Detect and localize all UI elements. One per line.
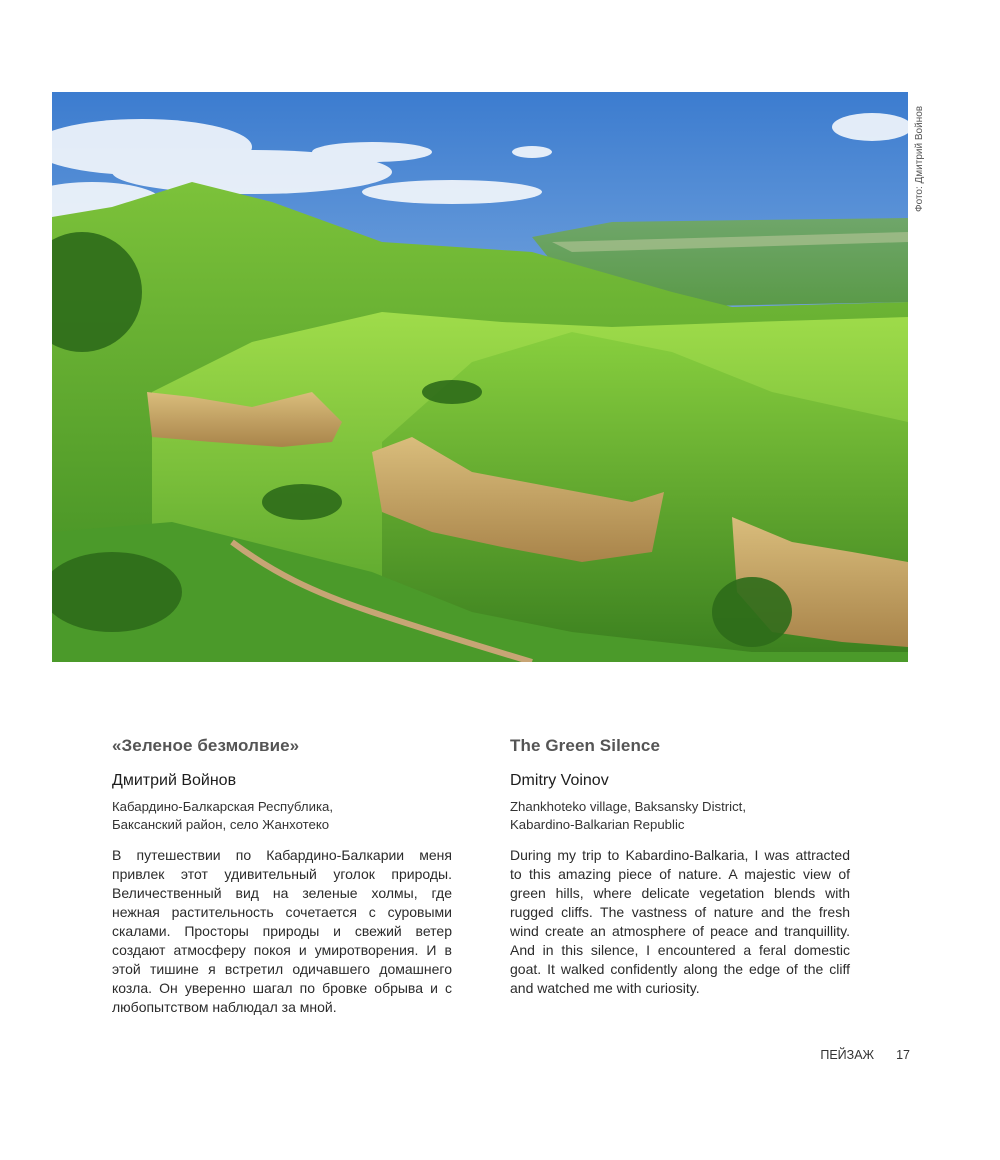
landscape-photo: [52, 92, 908, 662]
location-line-1-en: Zhankhoteko village, Baksansky District,: [510, 799, 747, 814]
landscape-illustration: [52, 92, 908, 662]
body-text-en: During my trip to Kabardino-Balkaria, I was attracted to this amazing piece of nature. A majestic view of green hills, where delicate vegetation blends with rugged cliffs. The vastness of nature and the fresh wind create an atmosphere of peace and tranquillity. And in this silence, I encountered a feral domestic goat. It walked confidently along the edge of the cliff and watched me with curiosity.: [510, 847, 850, 996]
article-title-ru: «Зеленое безмолвие»: [112, 736, 300, 755]
location-line-1-ru: Кабардино-Балкарская Республика,: [112, 799, 334, 814]
russian-column: [112, 736, 452, 1017]
page-footer: [780, 1048, 910, 1062]
article-title-en: The Green Silence: [510, 736, 661, 755]
location-line-2-ru: Баксанский район, село Жанхотеко: [112, 817, 330, 832]
location-ru: [112, 798, 452, 834]
section-name: ПЕЙЗАЖ: [820, 1048, 875, 1062]
body-text-ru: В путешествии по Кабардино-Балкарии меня привлек этот удивительный уголок природы. Величественный вид на зеленые холмы, где нежная растительность сочетается с суровыми скалами. Просторы природы и свежий ветер создают атмосферу покоя и умиротворения. И в этой тишине я встретил одичавшего домашнего козла. Он уверенно шагал по бровке обрыва и с любопытством наблюдал за мной.: [112, 847, 452, 1015]
photo-credit: Фото: Дмитрий Войнов: [914, 105, 925, 212]
location-line-2-en: Kabardino-Balkarian Republic: [510, 817, 685, 832]
location-en: [510, 798, 850, 834]
english-column: [510, 736, 850, 998]
page-number: 17: [896, 1048, 910, 1062]
author-name-ru: Дмитрий Войнов: [112, 772, 237, 789]
author-name-en: Dmitry Voinov: [510, 772, 609, 789]
